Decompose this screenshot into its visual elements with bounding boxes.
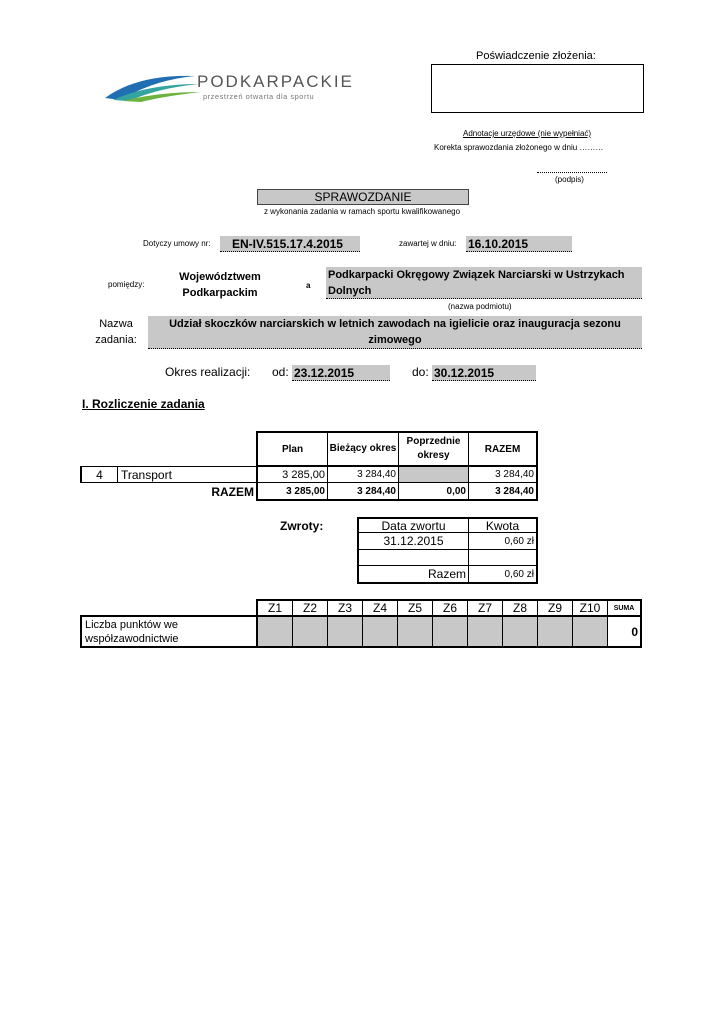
task-name: Udział skoczków narciarskich w letnich zawodach na igielicie oraz inauguracja sezonu zimowego (148, 316, 642, 349)
pomiedzy-label: pomiędzy: (108, 280, 145, 289)
points-cell-z7 (467, 617, 502, 648)
party1: Województwem Podkarpackim (179, 271, 261, 299)
points-header-z7: Z7 (467, 599, 502, 617)
points-cell-z8 (502, 617, 537, 648)
points-header-z1: Z1 (256, 599, 292, 617)
row-number: 4 (80, 466, 117, 483)
report-title: SPRAWOZDANIE (257, 189, 469, 205)
party2: Podkarpacki Okręgowy Związek Narciarski w Ustrzykach Dolnych (326, 267, 642, 299)
points-cell-z2 (292, 617, 327, 648)
period-to: 30.12.2015 (432, 365, 536, 381)
points-cell-z3 (327, 617, 362, 648)
party2-caption: (nazwa podmiotu) (448, 302, 512, 311)
logo-tagline: przestrzeń otwarta dla sportu (203, 92, 315, 101)
period-from-label: od: (272, 365, 289, 379)
points-cell-z1 (256, 617, 292, 648)
total-biezacy: 3 284,40 (327, 483, 398, 501)
zwroty-row-date (357, 550, 468, 566)
header-razem: RAZEM (468, 431, 538, 466)
row-razem: 3 284,40 (468, 466, 538, 483)
points-header-z3: Z3 (327, 599, 362, 617)
logo-swoosh-icon (103, 70, 203, 104)
points-header-z2: Z2 (292, 599, 327, 617)
zwroty-header-amount: Kwota (468, 517, 538, 533)
zwroty-row-amount: 0,60 zł (468, 533, 538, 550)
podpis-label: (podpis) (555, 175, 584, 184)
row-name: Transport (117, 466, 256, 483)
points-header-z6: Z6 (432, 599, 467, 617)
period-to-label: do: (412, 365, 429, 379)
poswiadczenie-label: Poświadczenie złożenia: (476, 50, 596, 62)
logo (103, 70, 354, 106)
section-title: I. Rozliczenie zadania (82, 397, 205, 411)
task-label: Nazwa zadania: (95, 318, 137, 346)
points-cell-z9 (537, 617, 572, 648)
points-row-label: Liczba punktów we współzawodnictwie (80, 617, 256, 648)
total-poprzednie: 0,00 (398, 483, 468, 501)
points-cell-z4 (362, 617, 397, 648)
points-header-z4: Z4 (362, 599, 397, 617)
points-cell-z6 (432, 617, 467, 648)
adnotacje-label: Adnotacje urzędowe (nie wypełniać) (463, 129, 592, 138)
total-label: RAZEM (211, 485, 254, 499)
points-cell-z5 (397, 617, 432, 648)
report-subtitle: z wykonania zadania w ramach sportu kwalifikowanego (263, 207, 461, 216)
header-poprzednie: Poprzednie okresy (398, 431, 468, 466)
umowa-number: EN-IV.515.17.4.2015 (220, 236, 360, 252)
zwroty-total: 0,60 zł (468, 566, 538, 584)
points-header-z9: Z9 (537, 599, 572, 617)
party-and: a (306, 281, 311, 290)
zwroty-row-amount (468, 550, 538, 566)
korekta-label: Korekta sprawozdania złożonego w dniu ……… (434, 143, 604, 152)
period-label: Okres realizacji: (165, 365, 251, 379)
row-plan: 3 285,00 (256, 466, 327, 483)
points-row-top-line (80, 599, 256, 617)
total-razem: 3 284,40 (468, 483, 538, 501)
zawarta-label: zawartej w dniu: (399, 239, 457, 248)
header-plan: Plan (256, 431, 327, 466)
points-header-z10: Z10 (572, 599, 607, 617)
points-header-suma: SUMA (607, 599, 642, 617)
umowa-label: Dotyczy umowy nr: (143, 239, 211, 248)
total-plan: 3 285,00 (256, 483, 327, 501)
points-cell-z10 (572, 617, 607, 648)
logo-name: PODKARPACKIE (197, 72, 354, 91)
umowa-date: 16.10.2015 (466, 236, 572, 252)
poswiadczenie-box (431, 64, 644, 113)
row-biezacy: 3 284,40 (327, 466, 398, 483)
zwroty-header-date: Data zwortu (357, 517, 468, 533)
row-poprzednie (398, 466, 468, 483)
zwroty-total-label: Razem (357, 566, 468, 584)
period-from: 23.12.2015 (292, 365, 390, 381)
points-suma: 0 (607, 617, 642, 648)
header-biezacy: Bieżący okres (327, 431, 398, 466)
points-header-z5: Z5 (397, 599, 432, 617)
points-header-z8: Z8 (502, 599, 537, 617)
zwroty-label: Zwroty: (280, 519, 324, 533)
zwroty-row-date: 31.12.2015 (357, 533, 468, 550)
podpis-line (537, 172, 607, 173)
